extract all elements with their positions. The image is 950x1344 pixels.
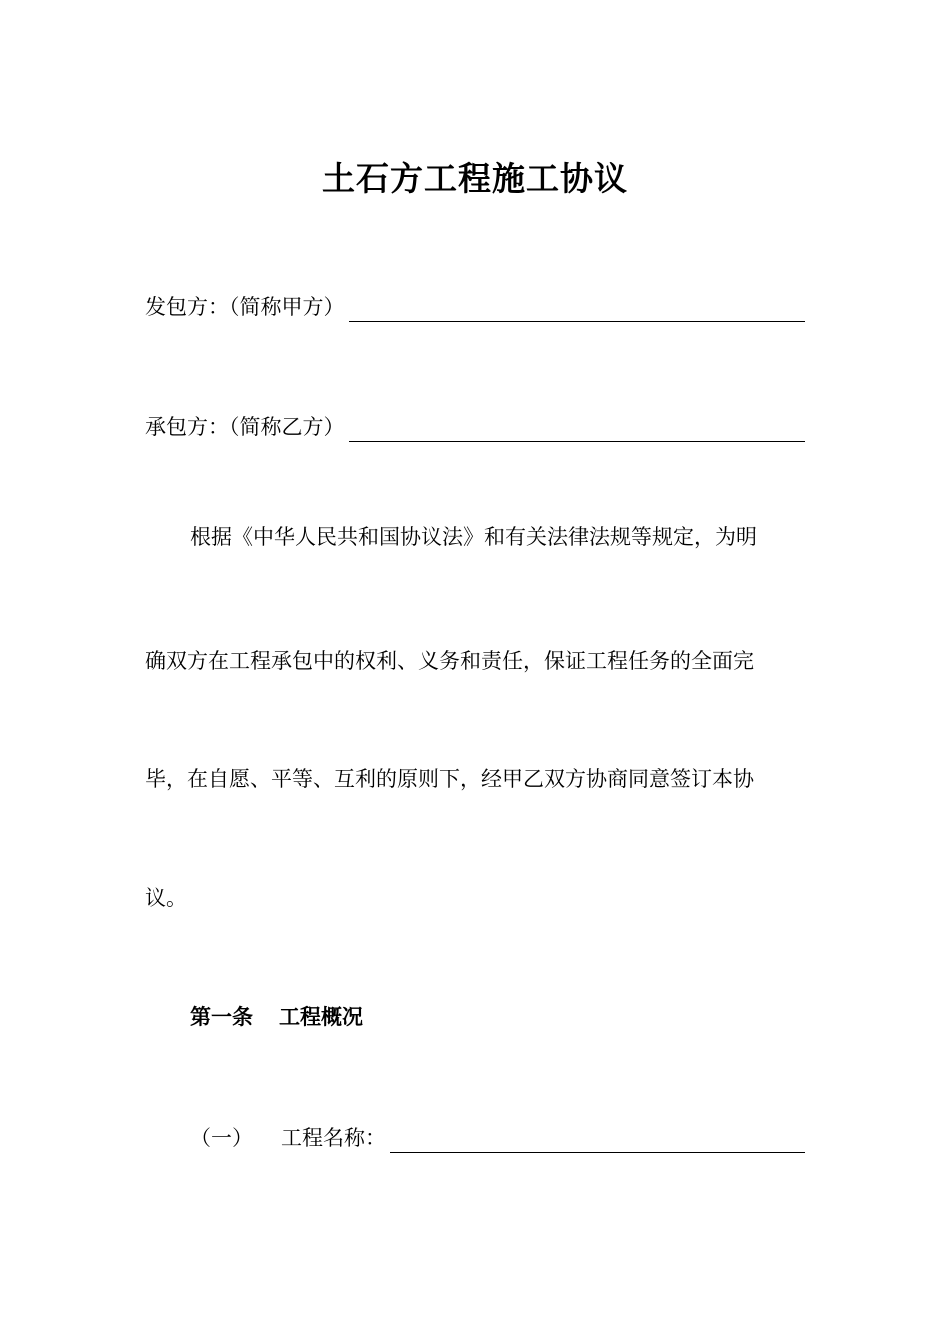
article-1-number: 第一条 [190,1004,253,1029]
party-b-label: 承包方：（简称乙方） [145,415,345,439]
item-1-label-group [190,1123,386,1153]
party-a-label: 发包方：（简称甲方） [145,295,345,319]
article-1-heading [145,1002,850,1032]
party-b-blank-line [349,419,806,442]
party-a-blank-line [349,299,806,322]
item-1-blank-line [390,1130,805,1153]
party-b-row [145,412,805,442]
item-1-number: （一） [190,1126,253,1150]
preamble-line-3: 毕，在自愿、平等、互利的原则下，经甲乙双方协商同意签订本协 [145,767,754,791]
preamble-line-1: 根据《中华人民共和国协议法》和有关法律法规等规定，为明 [190,525,757,549]
item-1-row [190,1123,805,1153]
item-1-label: 工程名称： [281,1126,386,1150]
preamble-line-2: 确双方在工程承包中的权利、义务和责任，保证工程任务的全面完 [145,649,754,673]
preamble-line-4: 议。 [145,886,187,910]
party-a-row [145,292,805,322]
document-title: 土石方工程施工协议 [322,159,628,198]
article-1-title: 工程概况 [279,1004,363,1029]
